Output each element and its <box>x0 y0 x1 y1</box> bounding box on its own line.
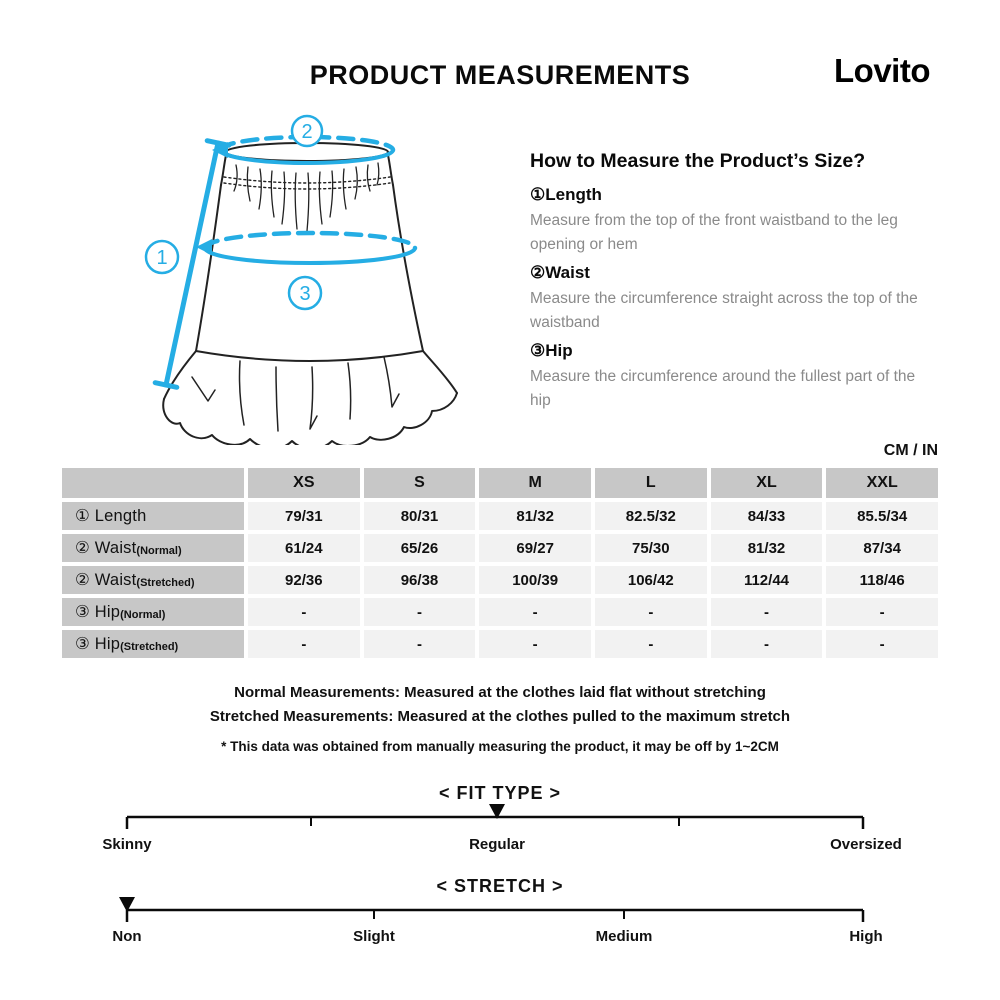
measurement-cell: - <box>248 630 360 658</box>
fit-label-skinny: Skinny <box>102 836 152 853</box>
how-to-item-length <box>530 185 940 256</box>
measurement-notes <box>0 681 1000 729</box>
page-title: PRODUCT MEASUREMENTS <box>309 60 691 90</box>
row-label-text: ③ Hip <box>75 603 121 621</box>
measurement-cell: 100/39 <box>479 566 591 594</box>
length-description: Measure from the top of the front waistband to the leg opening or hem <box>530 212 898 253</box>
measurement-cell: - <box>479 630 591 658</box>
row-label-text: ① Length <box>75 507 147 525</box>
fit-type-scale <box>0 800 1000 834</box>
hip-measure-ellipse <box>205 233 415 263</box>
row-label-sub: (Stretched) <box>136 577 195 589</box>
row-label-text: ③ Hip <box>75 635 121 653</box>
waist-label: ②Waist <box>530 263 590 282</box>
measurement-cell: 87/34 <box>826 534 938 562</box>
measurement-cell: - <box>364 598 476 626</box>
measurement-cell: 106/42 <box>595 566 707 594</box>
stretch-label-medium: Medium <box>595 928 653 945</box>
size-column-header: S <box>364 468 476 498</box>
measurement-cell: 118/46 <box>826 566 938 594</box>
row-label <box>62 502 244 530</box>
how-to-measure-section <box>530 150 940 414</box>
measurement-cell: 112/44 <box>711 566 823 594</box>
row-label <box>62 534 244 562</box>
measurement-cell: 96/38 <box>364 566 476 594</box>
measurement-cell: 81/32 <box>711 534 823 562</box>
measurement-cell: - <box>711 630 823 658</box>
measurement-cell: - <box>595 630 707 658</box>
size-table <box>62 468 938 658</box>
lovito-logo: Lovito <box>834 52 930 89</box>
row-label-sub: (Normal) <box>136 545 182 557</box>
skirt-measurement-diagram <box>100 105 520 445</box>
measurement-cell: - <box>248 598 360 626</box>
stretched-note: Stretched Measurements: Measured at the clothes pulled to the maximum stretch <box>209 708 791 725</box>
hip-description: Measure the circumference around the fullest part of the hip <box>530 368 916 409</box>
measurement-annotations <box>146 116 415 387</box>
length-label: ①Length <box>530 185 602 204</box>
fit-label-regular: Regular <box>469 836 525 853</box>
measurement-cell: - <box>826 630 938 658</box>
row-label-sub: (Normal) <box>120 609 166 621</box>
fit-type-labels <box>0 836 1000 856</box>
stretch-label-high: High <box>849 928 883 945</box>
marker-number-2: 2 <box>301 121 313 143</box>
measurement-cell: 82.5/32 <box>595 502 707 530</box>
measurement-cell: 81/32 <box>479 502 591 530</box>
row-label <box>62 630 244 658</box>
how-to-item-waist <box>530 263 940 334</box>
fit-label-oversized: Oversized <box>830 836 902 853</box>
measurement-cell: 65/26 <box>364 534 476 562</box>
measurement-cell: 69/27 <box>479 534 591 562</box>
stretch-labels <box>0 928 1000 948</box>
row-label <box>62 566 244 594</box>
how-to-title: How to Measure the Product’s Size? <box>530 150 866 172</box>
measurement-cell: 79/31 <box>248 502 360 530</box>
row-label-text: ② Waist <box>75 571 137 589</box>
how-to-item-hip <box>530 341 940 412</box>
measurement-cell: 75/30 <box>595 534 707 562</box>
measurement-cell: - <box>595 598 707 626</box>
disclaimer-note: * This data was obtained from manually measuring the product, it may be off by 1~2CM <box>221 739 779 754</box>
stretch-label-slight: Slight <box>353 928 395 945</box>
measurement-cell: - <box>711 598 823 626</box>
measurement-cell: 85.5/34 <box>826 502 938 530</box>
marker-number-3: 3 <box>299 283 311 305</box>
row-label-sub: (Stretched) <box>120 641 179 653</box>
size-column-header: XXL <box>826 468 938 498</box>
stretch-label-non: Non <box>112 928 142 945</box>
size-column-header: XS <box>248 468 360 498</box>
fit-type-title: < FIT TYPE > <box>438 783 562 803</box>
measurement-cell: 92/36 <box>248 566 360 594</box>
measurement-cell: - <box>826 598 938 626</box>
table-corner-cell <box>62 468 244 498</box>
size-column-header: L <box>595 468 707 498</box>
marker-number-1: 1 <box>156 247 168 269</box>
measurement-cell: 84/33 <box>711 502 823 530</box>
size-column-header: M <box>479 468 591 498</box>
stretch-title: < STRETCH > <box>436 876 564 896</box>
hip-label: ③Hip <box>530 341 573 360</box>
row-label-text: ② Waist <box>75 539 137 557</box>
waist-description: Measure the circumference straight across the top of the waistband <box>530 290 918 331</box>
size-column-header: XL <box>711 468 823 498</box>
stretch-scale <box>0 893 1000 927</box>
measurement-cell: - <box>479 598 591 626</box>
row-label <box>62 598 244 626</box>
unit-label: CM / IN <box>883 442 938 459</box>
measurement-cell: 61/24 <box>248 534 360 562</box>
measurement-cell: - <box>364 630 476 658</box>
measurement-cell: 80/31 <box>364 502 476 530</box>
normal-note: Normal Measurements: Measured at the clothes laid flat without stretching <box>234 684 766 701</box>
